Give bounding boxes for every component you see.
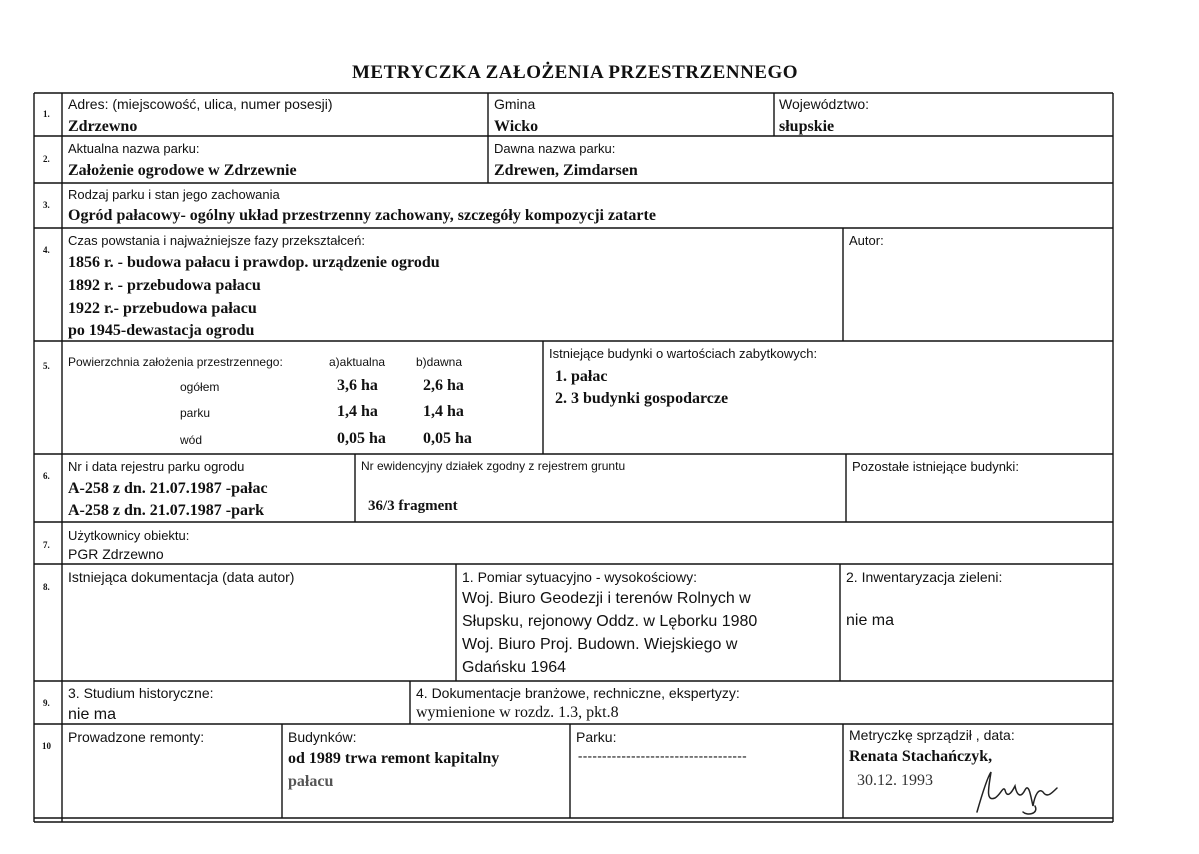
wojewodztwo-label: Województwo:: [779, 96, 870, 112]
remonty-label: Prowadzone remonty:: [68, 729, 205, 745]
area-name: wód: [180, 433, 203, 447]
author-date: 30.12. 1993: [857, 772, 933, 789]
metryczke-label: Metryczkę sprządził , data:: [849, 727, 1015, 743]
studium-label: 3. Studium historyczne:: [68, 685, 214, 701]
budynkow-value: pałacu: [288, 773, 334, 790]
ewidencja-value: 36/3 fragment: [368, 498, 458, 514]
area-aktualna-value: 1,4 ha: [337, 403, 378, 420]
faza-line: 1922 r.- przebudowa pałacu: [68, 300, 257, 317]
budynek-item: 1. pałac: [555, 368, 608, 385]
rodzaj-parku-value: Ogród pałacowy- ogólny układ przestrzenny zachowany, szczegóły kompozycji zatarte: [68, 207, 656, 224]
row-number-7: 7.: [43, 540, 50, 550]
pomiar-line: Woj. Biuro Proj. Budown. Wiejskiego w: [462, 636, 738, 653]
ewidencja-label: Nr ewidencyjny działek zgodny z rejestrem gruntu: [361, 459, 626, 473]
area-aktualna-value: 3,6 ha: [337, 377, 378, 394]
dokumentacja-label: Istniejąca dokumentacja (data autor): [68, 569, 295, 585]
form-title: METRYCZKA ZAŁOŻENIA PRZESTRZENNEGO: [351, 62, 799, 83]
row-number-8: 8.: [43, 582, 50, 592]
area-name: ogółem: [180, 380, 220, 394]
rejestr-value: A-258 z dn. 21.07.1987 -park: [68, 502, 265, 519]
autor-label: Autor:: [849, 233, 884, 248]
rejestr-label: Nr i data rejestru parku ogrodu: [68, 459, 245, 474]
handwritten-signature: [965, 768, 1070, 818]
row-number-6: 6.: [43, 471, 50, 481]
rejestr-value: A-258 z dn. 21.07.1987 -pałac: [68, 480, 268, 497]
author-name: Renata Stachańczyk,: [849, 748, 993, 765]
row-number-10: 10: [42, 741, 51, 751]
row-number-5: 5.: [43, 361, 50, 371]
gmina-label: Gmina: [494, 96, 536, 112]
adres-value: Zdrzewno: [68, 118, 138, 135]
faza-line: 1856 r. - budowa pałacu i prawdop. urządzenie ogrodu: [68, 254, 440, 271]
uzytkownicy-label: Użytkownicy obiektu:: [68, 528, 190, 543]
area-aktualna-value: 0,05 ha: [337, 430, 386, 447]
parku-label: Parku:: [576, 729, 617, 745]
studium-value: nie ma: [68, 706, 117, 723]
uzytkownicy-value: PGR Zdrzewno: [68, 546, 164, 562]
row-number-1: 1.: [43, 109, 50, 119]
area-dawna-value: 1,4 ha: [423, 403, 464, 420]
budynkow-label: Budynków:: [288, 729, 357, 745]
area-dawna-value: 2,6 ha: [423, 377, 464, 394]
czas-powstania-label: Czas powstania i najważniejsze fazy przekształceń:: [68, 233, 365, 248]
budynkow-value: od 1989 trwa remont kapitalny: [288, 750, 500, 767]
branzowe-value: wymienione w rozdz. 1.3, pkt.8: [416, 704, 619, 721]
gmina-value: Wicko: [494, 118, 539, 135]
rodzaj-parku-label: Rodzaj parku i stan jego zachowania: [68, 187, 280, 202]
branzowe-label: 4. Dokumentacje branżowe, rechniczne, ekspertyzy:: [416, 685, 740, 701]
row-number-2: 2.: [43, 154, 50, 164]
wojewodztwo-value: słupskie: [779, 118, 835, 135]
inwentaryzacja-value: nie ma: [846, 612, 895, 629]
faza-line: po 1945-dewastacja ogrodu: [68, 322, 255, 339]
dawna-nazwa-value: Zdrewen, Zimdarsen: [494, 162, 638, 179]
aktualna-nazwa-value: Założenie ogrodowe w Zdrzewnie: [68, 162, 297, 179]
faza-line: 1892 r. - przebudowa pałacu: [68, 277, 261, 294]
budynki-zabytkowe-label: Istniejące budynki o wartościach zabytkowych:: [549, 346, 818, 361]
area-name: parku: [180, 406, 211, 420]
parku-value: -----------------------------------: [578, 748, 748, 763]
area-dawna-value: 0,05 ha: [423, 430, 472, 447]
pomiar-line: Woj. Biuro Geodezji i terenów Rolnych w: [462, 590, 751, 607]
aktualna-nazwa-label: Aktualna nazwa parku:: [68, 141, 200, 156]
powierzchnia-label: Powierzchnia założenia przestrzennego:: [68, 355, 283, 369]
pomiar-line: Gdańsku 1964: [462, 659, 567, 676]
dawna-nazwa-label: Dawna nazwa parku:: [494, 141, 616, 156]
pozostale-budynki-label: Pozostałe istniejące budynki:: [852, 459, 1019, 474]
budynek-item: 2. 3 budynki gospodarcze: [555, 390, 729, 407]
inwentaryzacja-label: 2. Inwentaryzacja zieleni:: [846, 569, 1003, 585]
pomiar-label: 1. Pomiar sytuacyjno - wysokościowy:: [462, 569, 697, 585]
row-number-9: 9.: [43, 698, 50, 708]
column-dawna-label: b)dawna: [416, 355, 463, 369]
adres-label: Adres: (miejscowość, ulica, numer posesji): [68, 96, 333, 112]
row-number-4: 4.: [43, 245, 50, 255]
row-number-3: 3.: [43, 200, 50, 210]
pomiar-line: Słupsku, rejonowy Oddz. w Lęborku 1980: [462, 613, 758, 630]
column-aktualna-label: a)aktualna: [329, 355, 386, 369]
